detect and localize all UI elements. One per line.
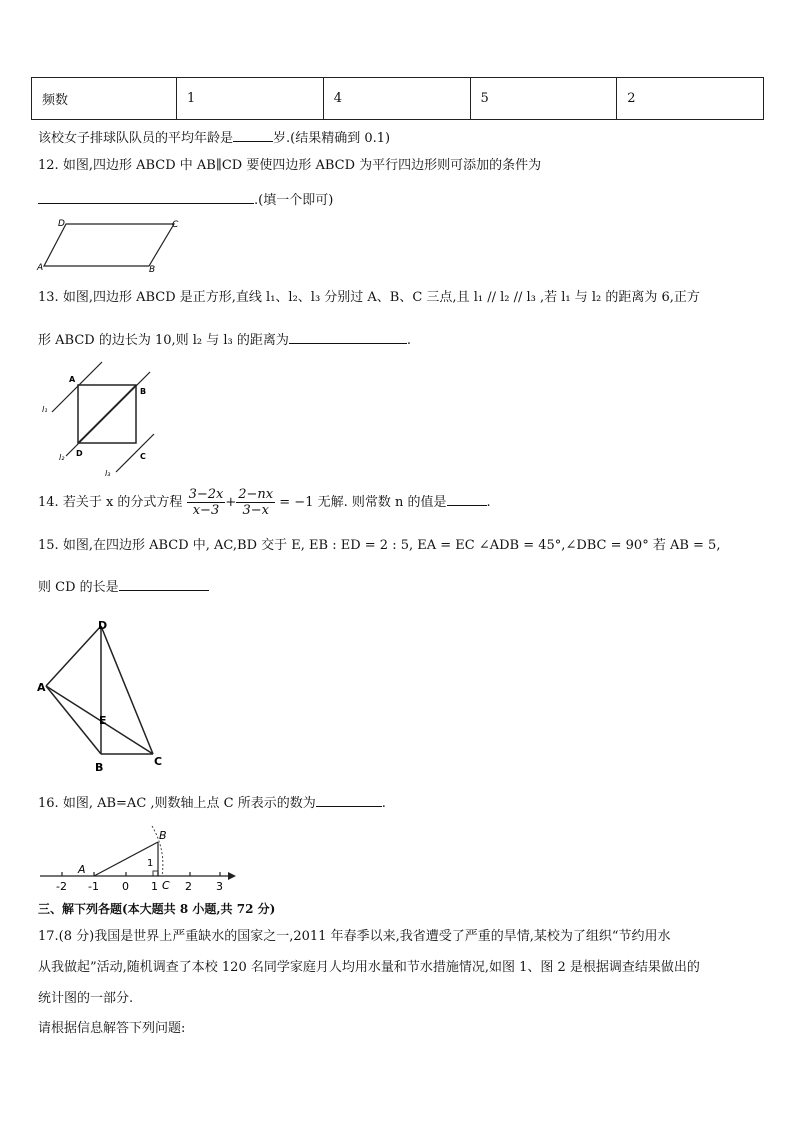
q15-body: 如图,在四边形 ABCD 中, AC,BD 交于 E, EB : ED = 2 : 5, EA = EC ∠ADB = 45°,∠DBC = 90° 若 AB = 5,: [62, 538, 721, 553]
q13-line1: [38, 290, 700, 306]
q12-number: 12.: [38, 158, 59, 173]
q16-body: 如图, AB=AC ,则数轴上点 C 所表示的数为: [62, 796, 316, 811]
q12-label-a: A: [37, 263, 44, 273]
q15-blank: [119, 577, 209, 591]
q12-body: 如图,四边形 ABCD 中 AB∥CD 要使四边形 ABCD 为平行四边形则可添加的条件为: [62, 158, 542, 173]
q16-text: [38, 793, 386, 812]
q16-label-a: A: [78, 863, 86, 876]
q16-label-b: B: [159, 829, 167, 842]
q12-answer-line: [38, 190, 333, 209]
q12-label-d: D: [58, 219, 65, 229]
q16-suffix: .: [381, 796, 386, 811]
q14-plus: +: [225, 495, 237, 510]
table-header-cell: 频数: [32, 78, 177, 120]
q16-tick-label: -1: [88, 880, 99, 893]
q17-line1: 17.(8 分)我国是世界上严重缺水的国家之一,2011 年春季以来,我省遭受了严重的旱情,某校为了组织“节约用水: [38, 929, 671, 944]
q16-tick-label: 1: [151, 880, 158, 893]
q14-suffix: .: [486, 495, 491, 510]
q13-label-l1: l₁: [42, 405, 48, 414]
q14-frac1-denominator: x−3: [192, 503, 220, 518]
q14-body: 若关于 x 的分式方程: [62, 495, 183, 510]
q16-tick-label: -2: [56, 880, 67, 893]
q11-blank: [233, 128, 273, 142]
q13-figure: [40, 360, 170, 485]
table-cell: 2: [617, 78, 764, 120]
q13-number: 13.: [38, 290, 59, 305]
q16-number-line-figure: [36, 822, 246, 896]
q17-line3: 统计图的一部分.: [38, 991, 134, 1006]
q16-label-c: C: [162, 879, 170, 892]
q14-number: 14.: [38, 495, 59, 510]
q13-line2: [38, 330, 411, 349]
q12-text: [38, 158, 541, 174]
q15-label-a: A: [37, 681, 46, 694]
section-heading: 三、解下列各题(本大题共 8 小题,共 72 分): [38, 902, 276, 916]
q13-label-b: B: [140, 387, 147, 396]
q13-blank: [289, 330, 407, 344]
q15-line2: [38, 577, 209, 596]
q14-fraction-2: [236, 487, 275, 518]
q12-label-b: B: [149, 265, 156, 275]
q17-line4: 请根据信息解答下列问题:: [38, 1021, 186, 1036]
q14-frac1-numerator: 3−2x: [188, 487, 224, 502]
q15-label-e: E: [99, 714, 107, 727]
table-cell: 5: [470, 78, 617, 120]
q11-suffix: 岁.(结果精确到 0.1): [273, 131, 391, 146]
q15-number: 15.: [38, 538, 59, 553]
q14-frac2-numerator: 2−nx: [238, 487, 274, 502]
q15-text: 则 CD 的长是: [38, 580, 119, 595]
q16-label-one: 1: [147, 858, 154, 869]
q11-text: 该校女子排球队队员的平均年龄是: [38, 131, 234, 146]
table-cell: 1: [177, 78, 324, 120]
q13-label-a: A: [69, 375, 76, 384]
q12-figure: [36, 214, 186, 276]
q12-suffix: .(填一个即可): [254, 193, 334, 208]
q13-label-c: C: [140, 452, 146, 461]
table-row: [32, 78, 764, 120]
q14-fraction-1: [187, 487, 226, 518]
q14-equation-tail: = −1 无解. 则常数 n 的值是: [279, 495, 447, 510]
q15-label-d: D: [98, 619, 108, 632]
q14-text: [38, 486, 491, 520]
frequency-table: [31, 77, 764, 120]
q15-label-c: C: [154, 755, 163, 768]
q14-blank: [447, 492, 487, 506]
q12-label-c: C: [172, 220, 179, 230]
q13-suffix: .: [406, 333, 412, 348]
q15-label-b: B: [95, 761, 104, 774]
q13-label-l2: l₂: [59, 453, 65, 462]
q16-tick-label: 2: [185, 880, 192, 893]
q11-tail: [38, 128, 390, 147]
q16-blank: [316, 793, 382, 807]
table-cell: 4: [323, 78, 470, 120]
q17-line2: 从我做起”活动,随机调查了本校 120 名同学家庭月人均用水量和节水措施情况,如图 1、图 2 是根据调查结果做出的: [38, 960, 700, 975]
q13-label-d: D: [76, 449, 83, 458]
q13-text: 形 ABCD 的边长为 10,则 l₂ 与 l₃ 的距离为: [38, 333, 289, 348]
q12-blank: [38, 190, 254, 204]
q14-frac2-denominator: 3−x: [242, 503, 269, 518]
q16-tick-label: 3: [216, 880, 223, 893]
q16-number: 16.: [38, 796, 59, 811]
q15-line1: [38, 538, 720, 554]
q15-figure: [36, 614, 176, 776]
q16-tick-label: 0: [122, 880, 129, 893]
q13-body: 如图,四边形 ABCD 是正方形,直线 l₁、l₂、l₃ 分别过 A、B、C 三点,且 l₁ // l₂ // l₃ ,若 l₁ 与 l₂ 的距离为 6,正方: [62, 290, 700, 305]
q13-label-l3: l₃: [105, 469, 111, 478]
